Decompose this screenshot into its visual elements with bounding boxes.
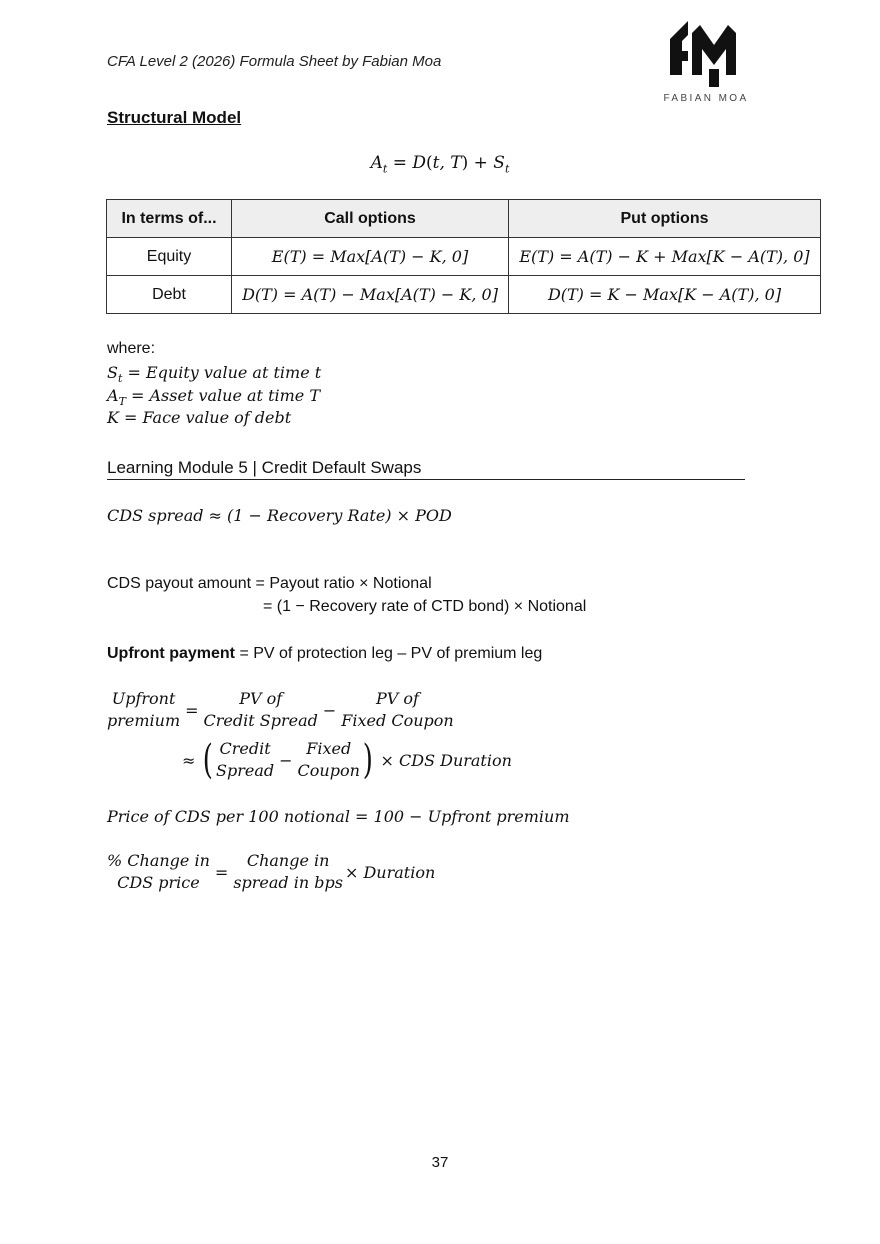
upfront-premium-formula: Upfront premium = PV of Credit Spread − PV of Fixed Coupon: [107, 689, 454, 730]
cds-payout-line1: CDS payout amount = Payout ratio × Notional: [107, 575, 432, 592]
table-cell: D(T) = K − Max[K − A(T), 0]: [509, 276, 821, 314]
fraction: [107, 850, 210, 894]
text: PV of: [239, 689, 283, 708]
fraction: [341, 688, 453, 732]
text: Fixed: [306, 739, 352, 758]
text: × CDS Duration: [380, 750, 512, 770]
text: CDS price: [117, 873, 200, 892]
fraction: [107, 688, 180, 732]
text: Fixed Coupon: [341, 711, 454, 730]
upfront-payment-definition: = PV of protection leg – PV of premium leg: [235, 645, 543, 662]
table-row: [107, 276, 821, 314]
text: Credit Spread: [203, 711, 318, 730]
table-cell: E(T) = Max[A(T) − K, 0]: [232, 238, 509, 276]
text: × Duration: [344, 862, 436, 882]
upfront-payment-term: Upfront payment: [107, 645, 235, 662]
text: premium: [107, 711, 181, 730]
fm-monogram-icon: [656, 15, 756, 93]
table-header-row: [107, 200, 821, 238]
table-header: Call options: [232, 200, 509, 238]
structural-model-equation: $A_t = D(t$, $T) + S_t$: [370, 153, 510, 176]
definition-face-value: [107, 408, 291, 427]
fraction: [298, 738, 360, 782]
text: % Change in: [107, 851, 210, 870]
text: Coupon: [297, 761, 360, 780]
definition-equity: [107, 363, 321, 385]
text: Spread: [216, 761, 275, 780]
definition-symbol: S: [107, 363, 118, 382]
text: Change in: [246, 851, 330, 870]
definition-symbol: A: [107, 386, 119, 405]
cds-payout-line2: = (1 − Recovery rate of CTD bond) × Notional: [263, 598, 587, 615]
section-title-structural-model: Structural Model: [107, 108, 242, 127]
table-row: [107, 238, 821, 276]
where-label: where:: [107, 340, 156, 357]
logo-text: FABIAN MOA: [663, 93, 749, 104]
fraction: [216, 738, 274, 782]
definition-subscript: T: [118, 395, 126, 409]
fraction: [233, 850, 343, 894]
table-row-label: Debt: [107, 276, 232, 314]
upfront-premium-approximation: ≈ ( Credit Spread − Fixed Coupon ) × CDS Duration: [182, 737, 512, 783]
table-cell: D(T) = A(T) − Max[A(T) − K, 0]: [232, 276, 509, 314]
cds-spread-formula: CDS spread ≈ (1 − Recovery Rate) × POD: [107, 506, 452, 525]
cds-price-formula: Price of CDS per 100 notional = 100 − Upfront premium: [107, 807, 570, 826]
text: PV of: [376, 689, 419, 708]
table-header: Put options: [509, 200, 821, 238]
text: Credit: [219, 739, 271, 758]
definition-text: = Equity value at time t: [127, 363, 322, 382]
table-row-label: Equity: [107, 238, 232, 276]
table-cell: E(T) = A(T) − K + Max[K − A(T), 0]: [509, 238, 821, 276]
option-view-table: [106, 199, 821, 314]
definition-text: = Asset value at time T: [131, 386, 321, 405]
text: spread in bps: [233, 873, 343, 892]
fabian-moa-logo: [656, 15, 756, 107]
definition-symbol: K: [107, 408, 119, 427]
upfront-payment-line: [107, 645, 542, 663]
definition-text: = Face value of debt: [124, 408, 292, 427]
page-number: 37: [431, 1154, 449, 1171]
cds-price-change-formula: % Change in CDS price = Change in spread in bps × Duration: [107, 851, 436, 892]
definition-asset: [107, 386, 320, 408]
fraction: [204, 688, 318, 732]
text: Upfront: [111, 689, 176, 708]
page-header: CFA Level 2 (2026) Formula Sheet by Fabian Moa: [107, 53, 442, 70]
module-title: Learning Module 5 | Credit Default Swaps: [107, 458, 745, 480]
table-header: In terms of...: [107, 200, 232, 238]
definition-subscript: t: [117, 372, 123, 386]
